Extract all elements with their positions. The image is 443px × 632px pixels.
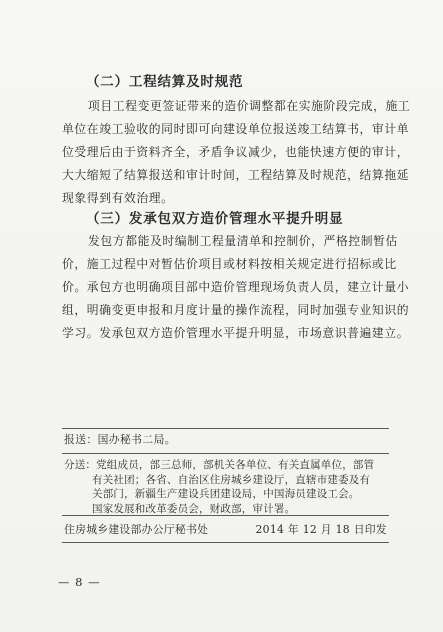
distribution-line: 有关社团；各省、自治区住房城乡建设厅，直辖市建委及有 [92, 473, 371, 486]
section-heading-settlement: （二）工程结算及时规范 [86, 74, 244, 90]
paragraph-line: 现象得到有效治理。 [62, 191, 174, 205]
divider-line [62, 428, 389, 429]
paragraph-line: 学习。发承包双方造价管理水平提升明显，市场意识普遍建立。 [62, 326, 410, 340]
issue-date: 2014 年 12 月 18 日印发 [255, 523, 387, 536]
paragraph-line: 发包方都能及时编制工程量清单和控制价，严格控制暂估 [88, 234, 398, 248]
paragraph-line: 位受理后由于资料齐全，矛盾争议减少，也能快速方便的审计， [62, 145, 410, 159]
divider-line [62, 515, 389, 516]
report-to: 报送：国办秘书二局。 [64, 433, 176, 446]
page-number: — 8 — [58, 575, 101, 589]
section-heading-cost-management: （三）发承包双方造价管理水平提升明显 [86, 211, 344, 227]
paragraph-line: 大大缩短了结算报送和审计时间，工程结算及时规范，结算拖延 [62, 168, 410, 182]
distribution-line: 分送：党组成员，部三总师，部机关各单位、有关直属单位，部管 [64, 459, 375, 471]
paragraph-cost-management [62, 230, 410, 345]
paragraph-line: 价。承包方也明确项目部中造价管理现场负责人员，建立计量小 [62, 280, 410, 294]
divider-line [62, 453, 389, 454]
issuing-office: 住房城乡建设部办公厅秘书处 [64, 523, 209, 536]
paragraph-settlement [62, 95, 411, 210]
paragraph-line: 价，施工过程中对暂估价项目或材料按相关规定进行招标或比 [62, 257, 397, 271]
divider-line [62, 542, 389, 543]
distribution-list [64, 458, 386, 516]
paragraph-line: 项目工程变更签证带来的造价调整都在实施阶段完成，施工 [88, 99, 411, 113]
paragraph-line: 单位在竣工验收的同时即可向建设单位报送竣工结算书，审计单 [62, 122, 410, 136]
paragraph-line: 组，明确变更申报和月度计量的操作流程，同时加强专业知识的 [62, 303, 410, 317]
distribution-line: 关部门，新疆生产建设兵团建设局，中国海员建设工会。 [92, 488, 360, 500]
distribution-line: 国家发展和改革委员会，财政部，审计署。 [92, 502, 296, 515]
